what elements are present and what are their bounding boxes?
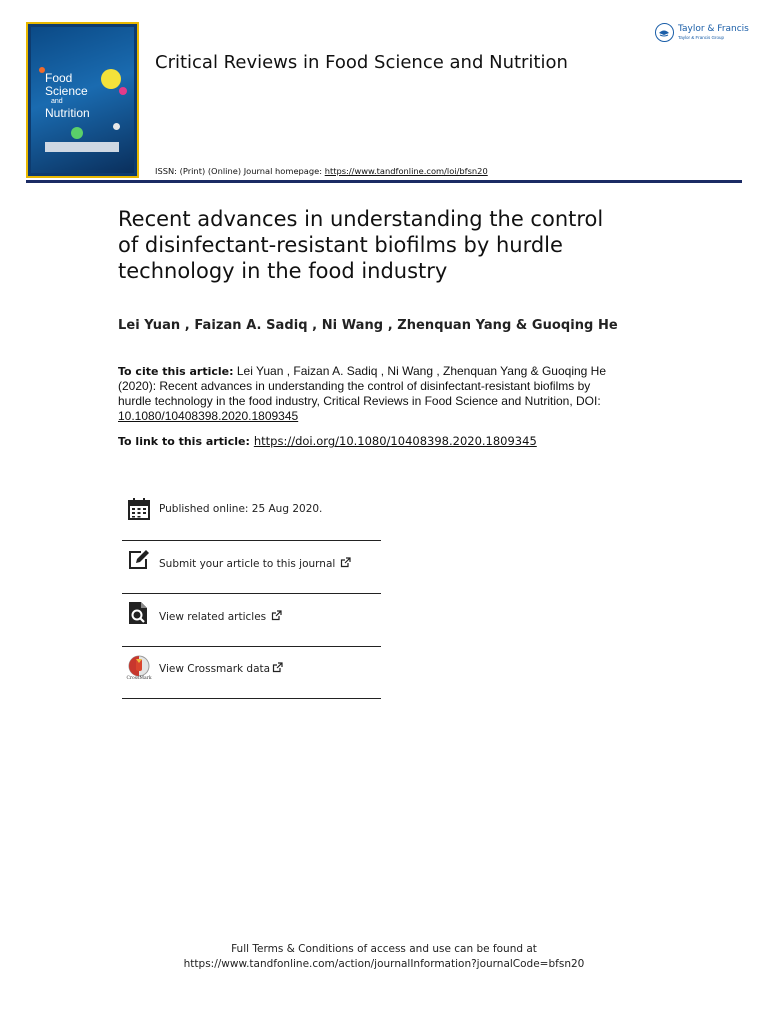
crossmark-text [159, 662, 283, 676]
citation-doi-link[interactable]: 10.1080/10408398.2020.1809345 [118, 409, 299, 423]
citation-text: (2020): Recent advances in understanding the control of disinfectant-resistant biofilms by [118, 379, 591, 393]
header-divider [26, 180, 742, 183]
terms-url[interactable]: https://www.tandfonline.com/action/journalInformation?journalCode=bfsn20 [183, 958, 585, 970]
citation-label: To cite this article: [118, 365, 234, 378]
citation-text: Lei Yuan , Faizan A. Sadiq , Ni Wang , Zhenquan Yang & Guoqing He [233, 364, 607, 378]
citation-text: hurdle technology in the food industry, Critical Reviews in Food Science and Nutrition, DOI: [118, 394, 601, 408]
crossmark-icon [125, 655, 153, 685]
issn-label: ISSN: (Print) (Online) Journal homepage: [155, 166, 325, 176]
edit-icon [127, 548, 151, 572]
journal-homepage-link[interactable]: https://www.tandfonline.com/loi/bfsn20 [324, 166, 488, 176]
action-divider [122, 698, 381, 699]
related-articles-text [159, 610, 282, 624]
cover-word: Food [45, 71, 73, 85]
terms-footer [0, 942, 768, 972]
article-authors: Lei Yuan , Faizan A. Sadiq , Ni Wang , Zhenquan Yang & Guoqing He [118, 318, 618, 333]
journal-title: Critical Reviews in Food Science and Nutrition [155, 52, 568, 73]
submit-article-label: Submit your article to this journal [159, 558, 336, 570]
external-link-icon [272, 662, 283, 676]
submit-article-text [159, 557, 351, 571]
article-title-line: Recent advances in understanding the control [118, 207, 604, 231]
citation-block [118, 364, 618, 424]
journal-cover-image [26, 22, 139, 178]
crossmark-caption: CrossMark [126, 676, 152, 681]
article-title-line: technology in the food industry [118, 259, 448, 283]
external-link-icon [340, 557, 351, 571]
action-divider [122, 646, 381, 647]
cover-word: Nutrition [45, 106, 90, 120]
related-articles-label: View related articles [159, 611, 267, 623]
publisher-subname: Taylor & Francis Group [678, 35, 725, 40]
article-link-label: To link to this article: [118, 435, 250, 448]
calendar-icon [127, 497, 151, 521]
article-doi-link[interactable]: https://doi.org/10.1080/10408398.2020.1809345 [253, 434, 537, 448]
issn-line [155, 166, 488, 176]
published-online-item [122, 497, 381, 549]
action-divider [122, 540, 381, 541]
cover-word: and [51, 98, 63, 105]
publisher-logo-icon [655, 23, 674, 42]
article-title [118, 206, 638, 284]
published-online-text: Published online: 25 Aug 2020. [159, 503, 323, 515]
cover-word: Science [45, 84, 88, 98]
action-divider [122, 593, 381, 594]
article-title-line: of disinfectant-resistant biofilms by hurdle [118, 233, 563, 257]
crossmark-label: View Crossmark data [159, 663, 271, 675]
publisher-logo[interactable] [655, 22, 750, 46]
related-articles-icon [127, 601, 151, 625]
publisher-name: Taylor & Francis [678, 24, 749, 34]
article-link-line [118, 434, 537, 448]
external-link-icon [271, 610, 282, 624]
terms-text: Full Terms & Conditions of access and use can be found at [231, 943, 537, 955]
crossmark-link[interactable] [122, 655, 381, 707]
